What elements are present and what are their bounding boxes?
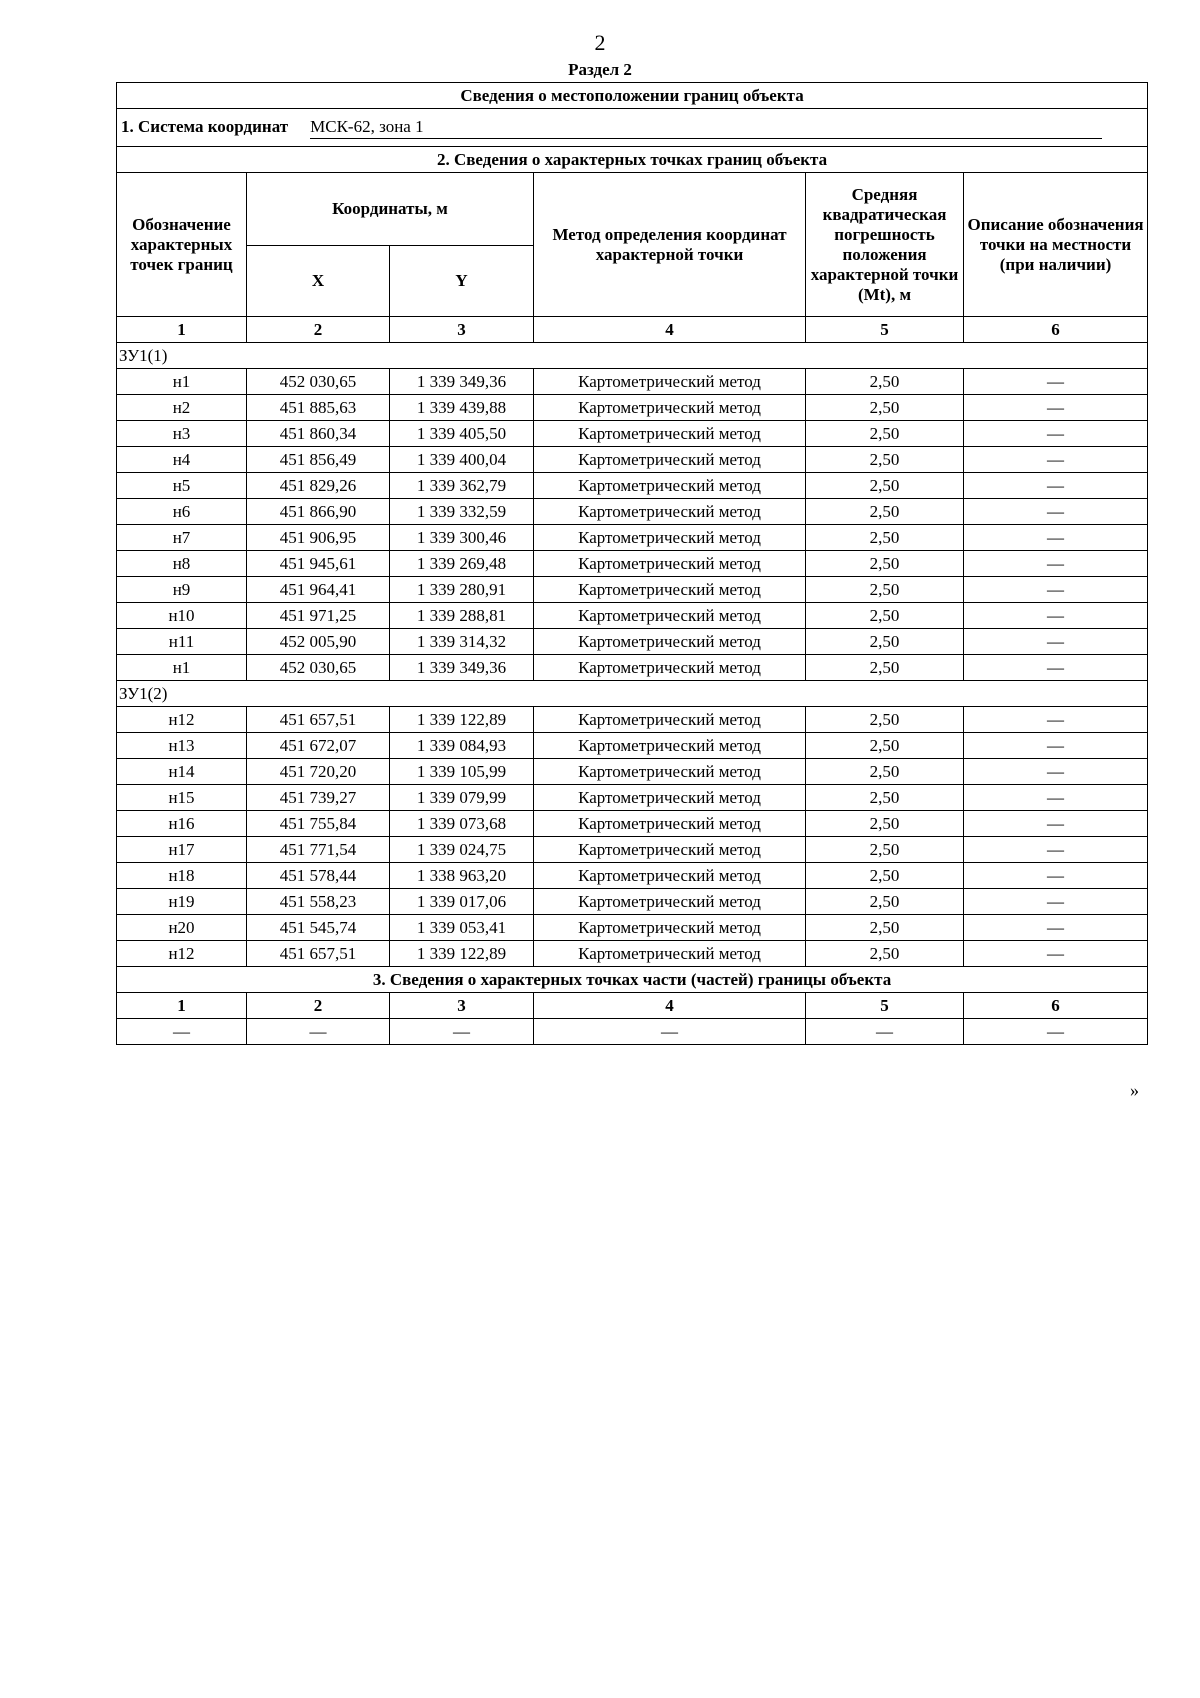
method: Картометрический метод: [534, 369, 806, 395]
point-id: н2: [117, 395, 247, 421]
coord-system-value: МСК-62, зона 1: [310, 117, 1102, 139]
column-number: 3: [390, 317, 534, 343]
table-row: [117, 577, 1148, 603]
coord-x: 451 866,90: [247, 499, 390, 525]
group-row: [117, 343, 1148, 369]
coord-y: 1 339 439,88: [390, 395, 534, 421]
empty-cell: —: [964, 1019, 1148, 1045]
point-id: н10: [117, 603, 247, 629]
coord-x: 451 771,54: [247, 837, 390, 863]
coord-x: 451 755,84: [247, 811, 390, 837]
error-mt: 2,50: [806, 655, 964, 681]
error-mt: 2,50: [806, 863, 964, 889]
description: —: [964, 421, 1148, 447]
coord-x: 451 720,20: [247, 759, 390, 785]
error-mt: 2,50: [806, 629, 964, 655]
description: —: [964, 525, 1148, 551]
method: Картометрический метод: [534, 603, 806, 629]
method: Картометрический метод: [534, 499, 806, 525]
point-id: н4: [117, 447, 247, 473]
error-mt: 2,50: [806, 941, 964, 967]
description: —: [964, 551, 1148, 577]
table-row: [117, 1019, 1148, 1045]
coord-x: 452 030,65: [247, 369, 390, 395]
coord-x: 451 657,51: [247, 941, 390, 967]
method: Картометрический метод: [534, 889, 806, 915]
coord-y: 1 339 269,48: [390, 551, 534, 577]
error-mt: 2,50: [806, 421, 964, 447]
error-mt: 2,50: [806, 759, 964, 785]
point-id: н1: [117, 655, 247, 681]
error-mt: 2,50: [806, 889, 964, 915]
coord-y: 1 339 105,99: [390, 759, 534, 785]
coord-y: 1 339 300,46: [390, 525, 534, 551]
column-number: 2: [247, 993, 390, 1019]
description: —: [964, 577, 1148, 603]
point-id: н12: [117, 941, 247, 967]
point-id: н13: [117, 733, 247, 759]
table-row: [117, 525, 1148, 551]
description: —: [964, 707, 1148, 733]
coord-x: 451 885,63: [247, 395, 390, 421]
table-row: [117, 707, 1148, 733]
description: —: [964, 655, 1148, 681]
table-row: [117, 837, 1148, 863]
table-row: [117, 941, 1148, 967]
coord-y: 1 339 024,75: [390, 837, 534, 863]
coord-x: 451 558,23: [247, 889, 390, 915]
section2-title: 2. Сведения о характерных точках границ объекта: [117, 147, 1148, 173]
coord-x: 451 672,07: [247, 733, 390, 759]
coord-x: 451 545,74: [247, 915, 390, 941]
coord-y: 1 339 073,68: [390, 811, 534, 837]
header-method: Метод определения координат характерной точки: [534, 173, 806, 317]
table-row: [117, 447, 1148, 473]
column-number: 6: [964, 993, 1148, 1019]
coord-x: 451 971,25: [247, 603, 390, 629]
coord-x: 451 964,41: [247, 577, 390, 603]
point-id: н11: [117, 629, 247, 655]
coord-y: 1 339 017,06: [390, 889, 534, 915]
coord-y: 1 339 400,04: [390, 447, 534, 473]
coord-x: 451 945,61: [247, 551, 390, 577]
method: Картометрический метод: [534, 525, 806, 551]
description: —: [964, 629, 1148, 655]
coord-y: 1 339 349,36: [390, 369, 534, 395]
table-row: [117, 603, 1148, 629]
point-id: н16: [117, 811, 247, 837]
error-mt: 2,50: [806, 837, 964, 863]
coord-y: 1 339 084,93: [390, 733, 534, 759]
column-number: 2: [247, 317, 390, 343]
column-number: 1: [117, 317, 247, 343]
coord-x: 451 578,44: [247, 863, 390, 889]
coord-x: 451 657,51: [247, 707, 390, 733]
column-number: 4: [534, 993, 806, 1019]
table-row: [117, 915, 1148, 941]
header-description: Описание обозначения точки на местности (при наличии): [964, 173, 1148, 317]
column-number: 3: [390, 993, 534, 1019]
coord-y: 1 339 122,89: [390, 707, 534, 733]
coord-y: 1 339 405,50: [390, 421, 534, 447]
description: —: [964, 603, 1148, 629]
method: Картометрический метод: [534, 655, 806, 681]
method: Картометрический метод: [534, 837, 806, 863]
description: —: [964, 889, 1148, 915]
section-title: Раздел 2: [568, 60, 632, 79]
method: Картометрический метод: [534, 941, 806, 967]
description: —: [964, 395, 1148, 421]
point-id: н1: [117, 369, 247, 395]
table-row: [117, 369, 1148, 395]
column-number: 1: [117, 993, 247, 1019]
point-id: н7: [117, 525, 247, 551]
coord-y: 1 339 280,91: [390, 577, 534, 603]
table-row: [117, 421, 1148, 447]
coord-y: 1 339 288,81: [390, 603, 534, 629]
coord-x: 451 829,26: [247, 473, 390, 499]
point-id: н5: [117, 473, 247, 499]
error-mt: 2,50: [806, 811, 964, 837]
column-number: 4: [534, 317, 806, 343]
method: Картометрический метод: [534, 395, 806, 421]
table-row: [117, 551, 1148, 577]
table-row: [117, 655, 1148, 681]
table-row: [117, 889, 1148, 915]
coord-x: 452 005,90: [247, 629, 390, 655]
description: —: [964, 369, 1148, 395]
description: —: [964, 473, 1148, 499]
table-row: [117, 395, 1148, 421]
header-designation: Обозначение характерных точек границ: [117, 173, 247, 317]
header-error: Средняя квадратическая погрешность положения характерной точки (Mt), м: [806, 173, 964, 317]
coord-system-row: [117, 109, 1148, 147]
description: —: [964, 915, 1148, 941]
description: —: [964, 759, 1148, 785]
error-mt: 2,50: [806, 733, 964, 759]
coord-y: 1 339 362,79: [390, 473, 534, 499]
column-numbers-row: [117, 993, 1148, 1019]
point-id: н19: [117, 889, 247, 915]
error-mt: 2,50: [806, 577, 964, 603]
error-mt: 2,50: [806, 551, 964, 577]
coord-y: 1 339 349,36: [390, 655, 534, 681]
empty-cell: —: [806, 1019, 964, 1045]
closing-quote-mark: »: [1130, 1080, 1139, 1100]
description: —: [964, 811, 1148, 837]
coord-y: 1 339 332,59: [390, 499, 534, 525]
table-row: [117, 811, 1148, 837]
group-row: [117, 681, 1148, 707]
coord-x: 451 739,27: [247, 785, 390, 811]
point-id: н18: [117, 863, 247, 889]
page-number: 2: [594, 30, 606, 55]
point-id: н12: [117, 707, 247, 733]
description: —: [964, 447, 1148, 473]
point-id: н15: [117, 785, 247, 811]
table-row: [117, 759, 1148, 785]
error-mt: 2,50: [806, 499, 964, 525]
section3-title: 3. Сведения о характерных точках части (частей) границы объекта: [117, 967, 1148, 993]
table-title: Сведения о местоположении границ объекта: [117, 83, 1148, 109]
method: Картометрический метод: [534, 759, 806, 785]
error-mt: 2,50: [806, 473, 964, 499]
coord-y: 1 338 963,20: [390, 863, 534, 889]
method: Картометрический метод: [534, 915, 806, 941]
coord-x: 451 906,95: [247, 525, 390, 551]
group-label: ЗУ1(1): [117, 343, 1148, 369]
description: —: [964, 499, 1148, 525]
table-row: [117, 629, 1148, 655]
description: —: [964, 785, 1148, 811]
error-mt: 2,50: [806, 395, 964, 421]
point-id: н3: [117, 421, 247, 447]
empty-cell: —: [534, 1019, 806, 1045]
method: Картометрический метод: [534, 551, 806, 577]
coord-x: 451 860,34: [247, 421, 390, 447]
method: Картометрический метод: [534, 421, 806, 447]
column-number: 6: [964, 317, 1148, 343]
empty-cell: —: [117, 1019, 247, 1045]
coord-y: 1 339 314,32: [390, 629, 534, 655]
coord-y: 1 339 053,41: [390, 915, 534, 941]
point-id: н14: [117, 759, 247, 785]
method: Картометрический метод: [534, 811, 806, 837]
description: —: [964, 733, 1148, 759]
point-id: н8: [117, 551, 247, 577]
table-row: [117, 785, 1148, 811]
method: Картометрический метод: [534, 577, 806, 603]
error-mt: 2,50: [806, 369, 964, 395]
boundary-table: [116, 82, 1148, 1045]
coord-y: 1 339 122,89: [390, 941, 534, 967]
table-row: [117, 499, 1148, 525]
point-id: н20: [117, 915, 247, 941]
coord-x: 451 856,49: [247, 447, 390, 473]
description: —: [964, 941, 1148, 967]
error-mt: 2,50: [806, 785, 964, 811]
error-mt: 2,50: [806, 707, 964, 733]
error-mt: 2,50: [806, 525, 964, 551]
point-id: н6: [117, 499, 247, 525]
coord-y: 1 339 079,99: [390, 785, 534, 811]
header-y: Y: [390, 246, 534, 317]
empty-cell: —: [390, 1019, 534, 1045]
method: Картометрический метод: [534, 629, 806, 655]
column-numbers-row: [117, 317, 1148, 343]
description: —: [964, 863, 1148, 889]
coord-system-label: 1. Система координат: [121, 116, 289, 136]
description: —: [964, 837, 1148, 863]
error-mt: 2,50: [806, 447, 964, 473]
point-id: н9: [117, 577, 247, 603]
table-row: [117, 863, 1148, 889]
column-number: 5: [806, 993, 964, 1019]
error-mt: 2,50: [806, 603, 964, 629]
method: Картометрический метод: [534, 707, 806, 733]
empty-cell: —: [247, 1019, 390, 1045]
table-row: [117, 473, 1148, 499]
point-id: н17: [117, 837, 247, 863]
header-coordinates: Координаты, м: [247, 173, 534, 246]
method: Картометрический метод: [534, 473, 806, 499]
method: Картометрический метод: [534, 785, 806, 811]
column-number: 5: [806, 317, 964, 343]
coord-x: 452 030,65: [247, 655, 390, 681]
error-mt: 2,50: [806, 915, 964, 941]
method: Картометрический метод: [534, 733, 806, 759]
header-x: X: [247, 246, 390, 317]
method: Картометрический метод: [534, 447, 806, 473]
group-label: ЗУ1(2): [117, 681, 1148, 707]
method: Картометрический метод: [534, 863, 806, 889]
table-row: [117, 733, 1148, 759]
